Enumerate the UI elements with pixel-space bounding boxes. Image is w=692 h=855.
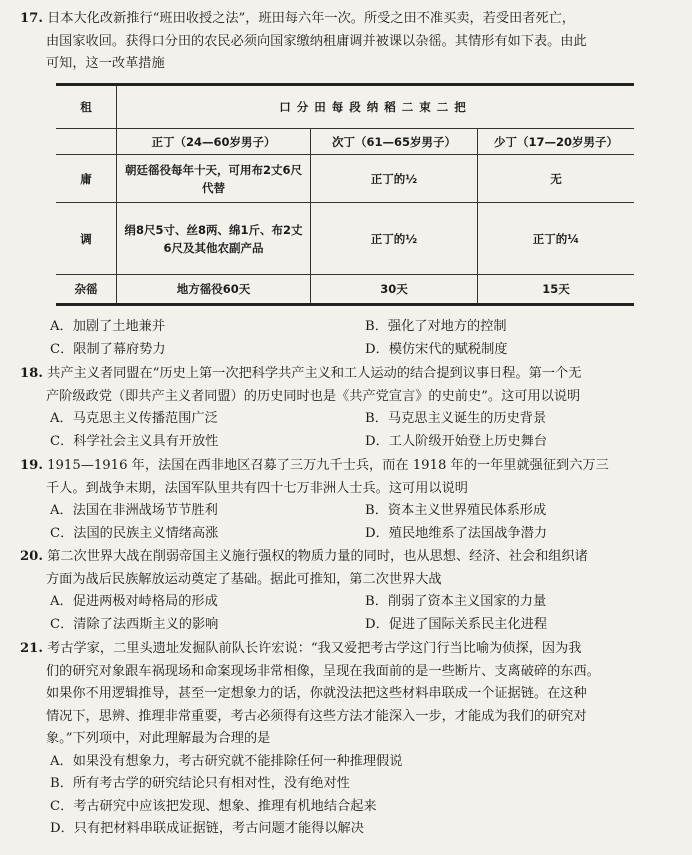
table-header-zhengding: 正丁（24—60岁男子） [117,129,311,155]
option-d[interactable]: D．模仿宋代的赋税制度 [365,341,508,357]
question-text-line: 象。”下列项中，对此理解最为合理的是 [46,731,271,746]
option-b[interactable]: B．所有考古学的研究结论只有相对性，没有绝对性 [50,776,350,791]
question-21 [20,638,680,841]
table-header-ciding: 次丁（61—65岁男子） [311,129,478,155]
question-number: 17. [20,11,43,26]
table-cell: 15天 [478,275,635,305]
table-row-label-yong: 庸 [56,155,117,203]
question-text-line: 考古学家，二里头遗址发掘队前队长许宏说：“我又爱把考古学这门行当比喻为侦探，因为我 [47,641,582,656]
question-20 [20,546,680,636]
question-text-line: 情况下，思辨、推理非常重要，考古必须得有这些方法才能深入一步，才能成为我们的研究对 [46,708,587,724]
question-text-line: 方面为战后民族解放运动奠定了基础。据此可推知，第二次世界大战 [46,571,442,587]
table-header-zu-value: 口分田每段纳稻二束二把 [117,85,635,129]
question-text-line: 由国家收回。获得口分田的农民必须向国家缴纳租庸调并被课以杂徭。其情形有如下表。由此 [46,33,587,49]
table-cell: 正丁的¼ [478,203,635,275]
option-d[interactable]: D．工人阶级开始登上历史舞台 [365,433,548,449]
option-a[interactable]: A．如果没有想象力，考古研究就不能排除任何一种推理假说 [50,753,403,769]
option-b[interactable]: B．削弱了资本主义国家的力量 [365,594,547,609]
question-text-line: 日本大化改新推行“班田收授之法”，班田每六年一次。所受之田不准买卖，若受田者死亡， [47,11,575,26]
question-18 [20,363,680,453]
table-cell: 正丁的½ [311,155,478,203]
option-d[interactable]: D．只有把材料串联成证据链，考古问题才能得以解决 [50,821,364,836]
option-a[interactable]: A．促进两极对峙格局的形成 [50,594,218,609]
question-19 [20,455,680,545]
option-c[interactable]: C．清除了法西斯主义的影响 [50,616,219,632]
table-cell: 无 [478,155,635,203]
question-number: 18. [20,366,43,381]
question-text-line: 第二次世界大战在削弱帝国主义施行强权的物质力量的同时，也从思想、经济、社会和组织诸 [47,549,588,564]
question-number: 21. [20,641,43,656]
table-cell-empty [56,129,117,155]
option-d[interactable]: D．促进了国际关系民主化进程 [365,616,548,632]
question-17-options [20,316,680,361]
option-c[interactable]: C．科学社会主义具有开放性 [50,433,219,449]
question-text-line: 可知，这一改革措施 [46,56,165,71]
option-a[interactable]: A．法国在非洲战场节节胜利 [50,503,218,518]
tax-table [56,83,634,306]
table-row-label-diao: 调 [56,203,117,275]
option-a[interactable]: A．加剧了土地兼并 [50,319,166,334]
option-c[interactable]: C．限制了幕府势力 [50,341,166,357]
option-b[interactable]: B．资本主义世界殖民体系形成 [365,503,547,518]
question-text-line: 千人。到战争末期，法国军队里共有四十七万非洲人士兵。这可用以说明 [46,480,468,496]
table-header-zu: 租 [56,85,117,129]
table-cell: 绢8尺5寸、丝8两、绵1斤、布2丈6尺及其他农副产品 [117,203,311,275]
option-c[interactable]: C．考古研究中应该把发现、想象、推理有机地结合起来 [50,798,377,814]
table-row-label-zayao: 杂徭 [56,275,117,305]
option-b[interactable]: B．马克思主义诞生的历史背景 [365,411,547,426]
question-text-line: 如果你不用逻辑推导，甚至一定想象力的话，你就没法把这些材料串联成一个证据链。在这种 [46,686,587,701]
question-number: 20. [20,549,43,564]
question-text-line: 们的研究对象跟车祸现场和命案现场非常相像，呈现在我面前的是一些断片、支离破碎的东西。 [46,663,600,679]
question-17 [20,8,680,76]
option-c[interactable]: C．法国的民族主义情绪高涨 [50,525,219,541]
question-text-line: 1915—1916 年，法国在西非地区召募了三万九千士兵，而在 1918 年的一年里就强征到六万三 [47,458,609,473]
table-cell: 30天 [311,275,478,305]
option-a[interactable]: A．马克思主义传播范围广泛 [50,411,218,426]
table-header-shaoding: 少丁（17—20岁男子） [478,129,635,155]
question-text-line: 共产主义者同盟在“历史上第一次把科学共产主义和工人运动的结合提到议事日程。第一个无 [47,366,582,381]
option-b[interactable]: B．强化了对地方的控制 [365,319,507,334]
table-cell: 地方徭役60天 [117,275,311,305]
table-cell: 朝廷徭役每年十天，可用布2丈6尺代替 [117,155,311,203]
question-text-line: 产阶级政党（即共产主义者同盟）的历史同时也是《共产党宣言》的史前史”。这可用以说明 [46,388,581,404]
table-cell: 正丁的½ [311,203,478,275]
question-number: 19. [20,458,43,473]
option-d[interactable]: D．殖民地维系了法国战争潜力 [365,525,548,541]
